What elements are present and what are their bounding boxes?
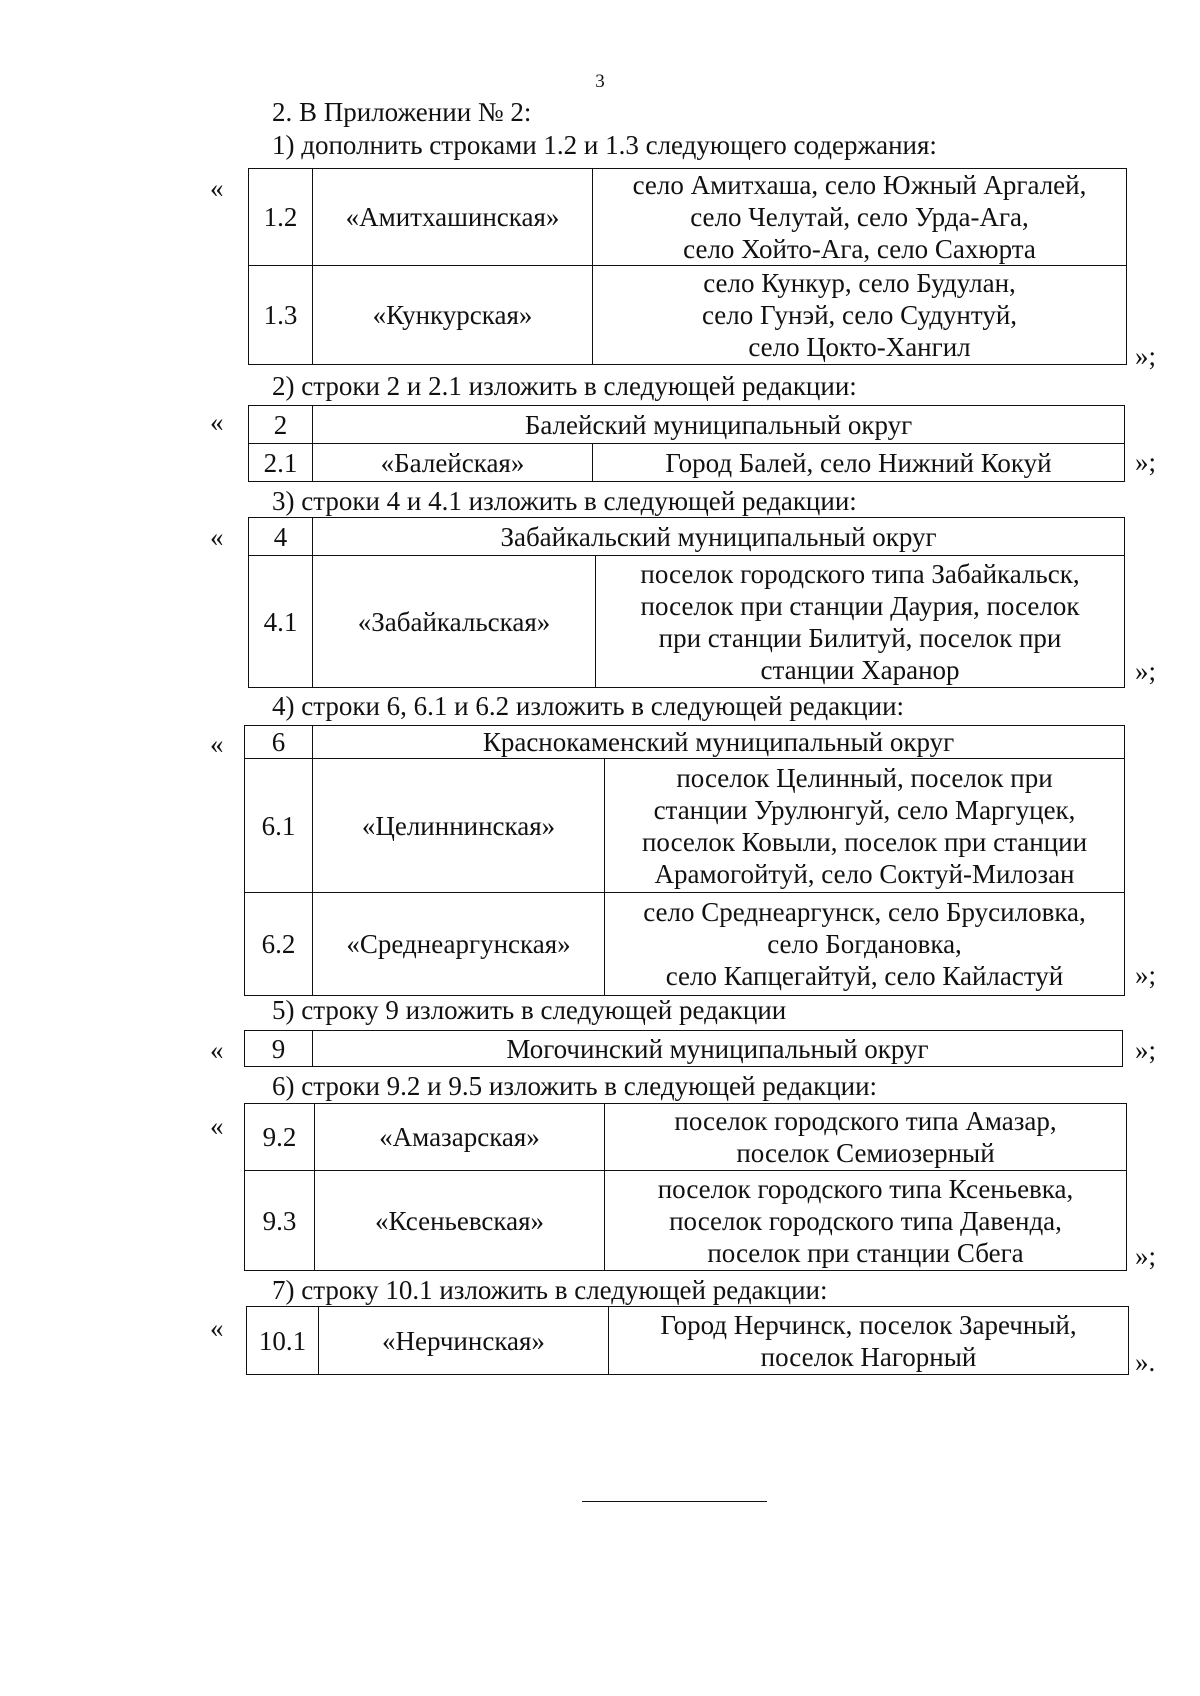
table-row: [249, 444, 1125, 482]
appendix-heading: 2. В Приложении № 2:: [272, 97, 532, 127]
places-cell: [593, 169, 1127, 266]
place-line: Арамогойтуй, село Соктуй-Милозан: [654, 858, 1075, 889]
station-name: «Балейская»: [313, 444, 593, 482]
instruction-1: 1) дополнить строками 1.2 и 1.3 следующего содержания:: [272, 130, 937, 160]
place-line: поселок Ковыли, поселок при станции: [641, 826, 1088, 857]
table-row: [249, 556, 1125, 688]
table-row: [249, 266, 1127, 365]
places-cell: [605, 1171, 1127, 1271]
district-header-row: [249, 518, 1125, 556]
place-line: поселок городского типа Давенда,: [669, 1205, 1062, 1236]
places-cell: [596, 556, 1125, 688]
places-cell: [593, 266, 1127, 365]
place-line: Город Нерчинск, поселок Заречный,: [660, 1309, 1077, 1340]
close-quote: »;: [1135, 656, 1157, 686]
row-number: 2.1: [249, 444, 313, 482]
place-line: поселок Нагорный: [760, 1341, 977, 1372]
table-section-6: [244, 1103, 1127, 1271]
district-header-row: [249, 406, 1125, 444]
station-name: «Среднеаргунская»: [313, 893, 605, 996]
place-line: село Цокто-Хангил: [748, 332, 971, 362]
places-cell: [593, 444, 1125, 482]
close-quote: »;: [1135, 341, 1157, 371]
place-line: село Среднеаргунск, село Брусиловка,: [643, 897, 1086, 927]
close-quote: »;: [1135, 960, 1157, 990]
district-header-row: [245, 726, 1125, 759]
table-row: [245, 893, 1125, 996]
station-name: «Нерчинская»: [319, 1307, 609, 1375]
table-section-7: [246, 1306, 1129, 1375]
place-line: поселок Целинный, поселок при: [676, 762, 1053, 793]
row-number: 9.3: [245, 1171, 315, 1271]
table-row: [249, 169, 1127, 266]
instruction-4: 4) строки 6, 6.1 и 6.2 изложить в следующей редакции:: [272, 691, 905, 721]
page-number: 3: [595, 71, 605, 92]
place-line: Город Балей, село Нижний Кокуй: [665, 447, 1052, 478]
open-quote: «: [210, 1111, 224, 1141]
table-row: [245, 1171, 1127, 1271]
table-section-1: [248, 168, 1127, 365]
district-title: Забайкальский муниципальный округ: [313, 518, 1125, 556]
place-line: поселок городского типа Амазар,: [674, 1106, 1057, 1136]
place-line: поселок Семиозерный: [736, 1138, 995, 1168]
instruction-5: 5) строку 9 изложить в следующей редакции: [272, 995, 787, 1025]
place-line: поселок городского типа Забайкальск,: [640, 558, 1080, 589]
district-number: 6: [245, 726, 313, 759]
place-line: село Кункур, село Будулан,: [703, 268, 1016, 298]
place-line: поселок при станции Сбега: [707, 1237, 1024, 1268]
place-line: село Богдановка,: [767, 929, 962, 959]
row-number: 9.2: [245, 1104, 315, 1171]
table-section-2: [248, 405, 1125, 482]
district-header-row: [245, 1031, 1123, 1067]
close-quote-final: ».: [1135, 1347, 1156, 1377]
row-number: 4.1: [249, 556, 313, 688]
close-quote: »;: [1135, 447, 1157, 477]
place-line: поселок при станции Даурия, поселок: [640, 590, 1080, 621]
places-cell: [605, 1104, 1127, 1171]
station-name: «Амазарская»: [315, 1104, 605, 1171]
place-line: село Хойто-Ага, село Сахюрта: [683, 234, 1036, 264]
row-number: 6.1: [245, 759, 313, 893]
station-name: «Ксеньевская»: [315, 1171, 605, 1271]
instruction-2: 2) строки 2 и 2.1 изложить в следующей редакции:: [272, 371, 857, 401]
close-quote: »;: [1135, 1035, 1157, 1065]
place-line: село Гунэй, село Судунтуй,: [701, 300, 1018, 330]
open-quote: «: [210, 1313, 224, 1343]
place-line: станции Урулюнгуй, село Маргуцек,: [653, 794, 1076, 825]
row-number: 1.2: [249, 169, 313, 266]
place-line: село Челутай, село Урда-Ага,: [690, 202, 1029, 232]
open-quote: «: [210, 522, 224, 552]
instruction-7: 7) строку 10.1 изложить в следующей редакции:: [272, 1275, 828, 1305]
open-quote: «: [210, 1035, 224, 1065]
table-section-5: [244, 1030, 1123, 1067]
place-line: село Амитхаша, село Южный Аргалей,: [632, 170, 1087, 200]
table-row: [245, 759, 1125, 893]
row-number: 10.1: [247, 1307, 319, 1375]
close-quote: »;: [1135, 1241, 1157, 1271]
station-name: «Забайкальская»: [313, 556, 596, 688]
table-row: [247, 1307, 1129, 1375]
open-quote: «: [210, 173, 224, 203]
district-title: Балейский муниципальный округ: [313, 406, 1125, 444]
table-row: [245, 1104, 1127, 1171]
row-number: 6.2: [245, 893, 313, 996]
district-title: Могочинский муниципальный округ: [313, 1031, 1123, 1067]
district-number: 4: [249, 518, 313, 556]
place-line: при станции Билитуй, поселок при: [658, 622, 1062, 653]
table-section-4: [244, 725, 1125, 996]
open-quote: «: [210, 729, 224, 759]
station-name: «Целиннинская»: [313, 759, 605, 893]
places-cell: [605, 893, 1125, 996]
place-line: село Капцегайтуй, село Кайластуй: [665, 961, 1064, 991]
instruction-6: 6) строки 9.2 и 9.5 изложить в следующей редакции:: [272, 1071, 878, 1101]
district-title: Краснокаменский муниципальный округ: [313, 726, 1125, 759]
table-section-3: [248, 517, 1125, 688]
instruction-3: 3) строки 4 и 4.1 изложить в следующей редакции:: [272, 486, 857, 516]
district-number: 2: [249, 406, 313, 444]
place-line: поселок городского типа Ксеньевка,: [657, 1173, 1074, 1204]
station-name: «Амитхашинская»: [313, 169, 593, 266]
places-cell: [609, 1307, 1129, 1375]
place-line: станции Харанор: [760, 654, 960, 685]
places-cell: [605, 759, 1125, 893]
station-name: «Кункурская»: [313, 266, 593, 365]
footer-divider: [582, 1501, 767, 1502]
open-quote: «: [210, 407, 224, 437]
district-number: 9: [245, 1031, 313, 1067]
row-number: 1.3: [249, 266, 313, 365]
